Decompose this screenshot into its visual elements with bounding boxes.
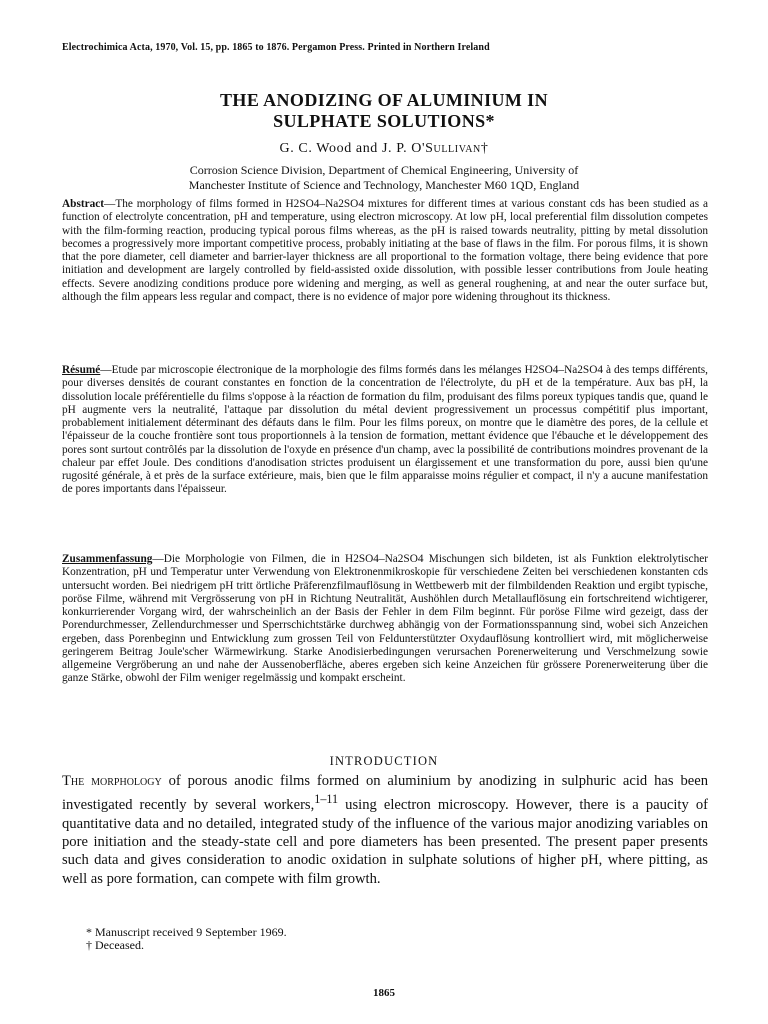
author-2-surname: Sullivan xyxy=(425,141,481,156)
intro-text-continued: using electron microscopy. However, there is a paucity of quantitative data and no detailed, integrated study of the influence of the various major anodizing variables on pore initiation and the steady-state cell and pore diameters has been presented. The present paper presents such data and gives consideration to anodic oxidation in sulphate solutions of higher pH, where pitting, as well as pore formation, can compete with film growth. xyxy=(62,797,708,887)
affiliation xyxy=(0,163,768,193)
affiliation-line-2: Manchester Institute of Science and Technology, Manchester M60 1QD, England xyxy=(188,178,580,192)
resume-paragraph xyxy=(62,364,708,497)
author-connector: and J. P. O' xyxy=(351,141,426,156)
title-line-1: THE ANODIZING OF ALUMINIUM IN xyxy=(220,90,548,110)
title-line-2: SULPHATE SOLUTIONS* xyxy=(273,111,495,131)
resume-text: —Etude par microscopie électronique de la morphologie des films formés dans les mélanges H2SO4–Na2SO4 à des temps différents, pour diverses densités de courant constantes en fonction de la concentration de l'électrolyte, du pH et de la température. Aux bas pH, la dissolution locale préférentielle du films s'oppose à la réaction de formation du film, produisant des films poreux typiques tandis que, quand le pH augmente vers la neutralité, l'attaque par dissolution du métal devient progressivement un processus compétitif plus important, probablement initialement déterminant des défauts dans le film. Pour les films poreux, on montre que le diamètre des pores, de la cellule et l'épaisseur de la couche frontière sont tous proportionnels à la tension de formation, mettant évidence que l'ébauche et le développement des pores sont surtout contrôlés par la dissolution de l'oxyde en présence d'un champ, avec la possibilité de contributions moindres provenant de la chaleur par effet Joule. Des conditions d'anodisation strictes produisent un élargissement et une transformation du pore, aussi bien qu'une rugosité générale, à et près de la surface extérieure, mais, bien que le film apparaisse moins régulier et compact, il n'y a aucune manifestation de pores importants dans l'épaisseur. xyxy=(62,364,708,496)
dagger-mark: † xyxy=(480,141,489,156)
introduction-heading: INTRODUCTION xyxy=(329,754,439,768)
zusammenfassung-label: Zusammenfassung xyxy=(62,553,153,565)
authors-line xyxy=(0,141,768,157)
author-1: G. C. Wood xyxy=(279,141,352,156)
footnotes xyxy=(86,926,287,952)
abstract-text: —The morphology of films formed in H2SO4–Na2SO4 mixtures for different times at various constant cds has been studied as a function of electrolyte concentration, pH and temperature, using electron microscopy. At low pH, local preferential film dissolution competes with the film-forming reaction, producing typical porous films whereas, as the pH is raised towards neutrality, pitting by metal dissolution becomes a progressively more important competitive process, probably initiating at the base of flaws in the film. For porous films, it is shown that the pore diameter, cell diameter and barrier-layer thickness are all proportional to the formation voltage, there being evidence that pore initiation and development are largely controlled by field-assisted oxide dissolution, with possible lesser contributions from Joule heating effects. Severe anodizing conditions produce pore widening and merging, as well as general roughening, at and near the outer surface but, although the film appears less regular and compact, there is no evidence of major pore widening throughout its thickness. xyxy=(62,198,708,303)
introduction-paragraph xyxy=(62,772,708,888)
intro-lead-words: The morphology xyxy=(62,773,162,789)
abstract-label: Abstract xyxy=(62,198,105,210)
intro-text: of porous anodic films formed on aluminium by anodizing in sulphuric acid has been investigated recently by several workers, xyxy=(62,773,708,814)
paper-title xyxy=(0,90,768,132)
journal-citation: Electrochimica Acta, 1970, Vol. 15, pp. 1865 to 1876. Pergamon Press. Printed in Northern Ireland xyxy=(62,42,490,53)
footnote-deceased: † Deceased. xyxy=(86,938,144,952)
zusammenfassung-text: —Die Morphologie von Filmen, die in H2SO4–Na2SO4 Mischungen sich bildeten, ist als Funktion elektrolytischer Konzentration, pH und Temperatur unter Verwendung von Elektronenmikroskopie für verschiedene Zeiten bei verschiedenen konstanten cds untersucht worden. Bei niedrigem pH tritt örtliche Präferenzfilmauflösung in Wettbewerb mit der filmbildenden Reaktion und ergibt typische, poröse Filme, während mit Vergrösserung von pH in Richtung Neutralität, Aushöhlen durch Metallauflösung ein fortschreitend wichtigerer, konkurrierender Vorgang wird, der wahrscheinlich an der Basis der Fehler in dem Film beginnt. Für poröse Filme wird gezeigt, dass der Porendurchmesser, Zellendurchmesser und Sperrschichtstärke durchweg abhängig von der Formationsspannung sind, wobei sich Anzeichen ergeben, dass Porenbeginn und Entwicklung zum grossen Teil von Feldunterstützter Oxydauflösung kontrolliert wird, mit möglicherweise geringerem Beitrag Joule'scher Wärmewirkung. Starke Anodisierbedingungen verursachen Porenerweiterung und Verschmelzung sowie allgemeine Vergröberung an und nahe der Aussenoberfläche, aberes ergeben sich keine Anzeichen für grössere Porenerweiterung über die ganze Stärke, obwohl der Film weniger regelmässig und kompakt erscheint. xyxy=(62,553,708,685)
reference-superscript: 1–11 xyxy=(314,792,339,807)
abstract-paragraph xyxy=(62,198,708,304)
affiliation-line-1: Corrosion Science Division, Department of Chemical Engineering, University of xyxy=(189,163,579,177)
zusammenfassung-paragraph xyxy=(62,553,708,686)
resume-label: Résumé xyxy=(62,364,101,376)
footnote-manuscript: * Manuscript received 9 September 1969. xyxy=(86,925,287,939)
page-number: 1865 xyxy=(373,987,395,999)
